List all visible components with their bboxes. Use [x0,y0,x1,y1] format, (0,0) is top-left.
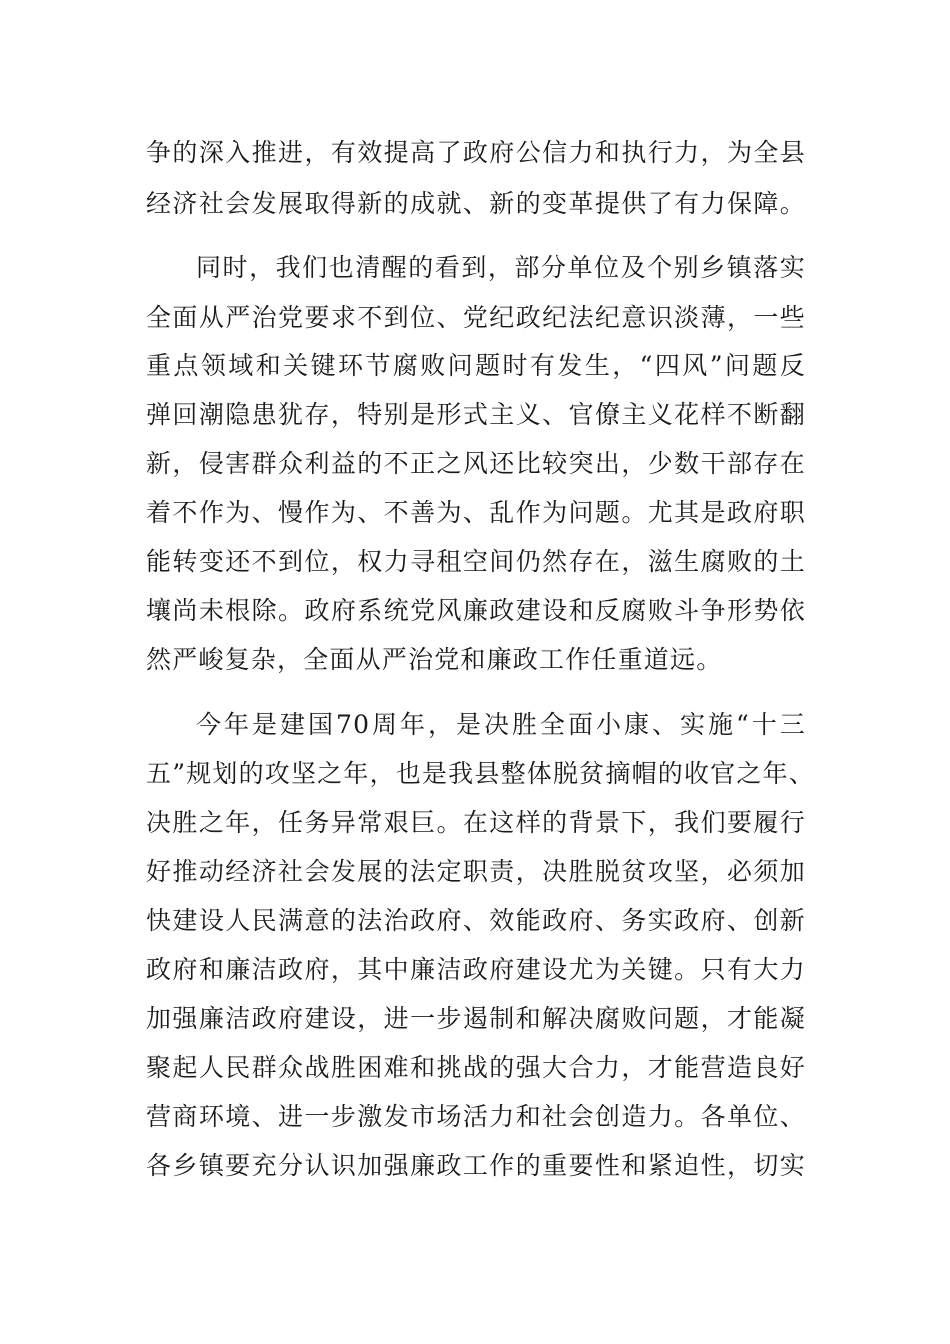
text-line: 决胜之年，任务异常艰巨。在这样的背景下，我们要履行 [146,808,806,837]
text-line: 今年是建国70周年，是决胜全面小康、实施“十三 [196,710,806,739]
text-line: 着不作为、慢作为、不善为、乱作为问题。尤其是政府职 [146,498,806,527]
text-line: 然严峻复杂，全面从严治党和廉政工作任重道远。 [146,645,723,674]
text-line: 五”规划的攻坚之年，也是我县整体脱贫摘帽的收官之年、 [146,759,815,788]
text-line: 加强廉洁政府建设，进一步遏制和解决腐败问题，才能凝 [146,1004,806,1033]
text-line: 聚起人民群众战胜困难和挑战的强大合力，才能营造良好 [146,1053,806,1082]
text-line: 新，侵害群众利益的不正之风还比较突出，少数干部存在 [146,449,806,478]
text-line: 重点领域和关键环节腐败问题时有发生，“四风”问题反 [146,351,806,380]
text-line: 全面从严治党要求不到位、党纪政纪法纪意识淡薄，一些 [146,303,806,332]
text-line: 好推动经济社会发展的法定职责，决胜脱贫攻坚，必须加 [146,857,806,886]
text-line: 争的深入推进，有效提高了政府公信力和执行力，为全县 [146,138,806,167]
text-line: 壤尚未根除。政府系统党风廉政建设和反腐败斗争形势依 [146,596,806,625]
text-line: 能转变还不到位，权力寻租空间仍然存在，滋生腐败的土 [146,547,806,576]
text-line: 弹回潮隐患犹存，特别是形式主义、官僚主义花样不断翻 [146,400,806,429]
text-line: 营商环境、进一步激发市场活力和社会创造力。各单位、 [146,1102,806,1131]
text-line: 经济社会发展取得新的成就、新的变革提供了有力保障。 [146,189,806,218]
text-line: 快建设人民满意的法治政府、效能政府、务实政府、创新 [146,906,806,935]
text-line: 同时，我们也清醒的看到，部分单位及个别乡镇落实 [196,253,806,282]
text-line: 各乡镇要充分认识加强廉政工作的重要性和紧迫性，切实 [146,1151,806,1180]
text-line: 政府和廉洁政府，其中廉洁政府建设尤为关键。只有大力 [146,955,806,984]
